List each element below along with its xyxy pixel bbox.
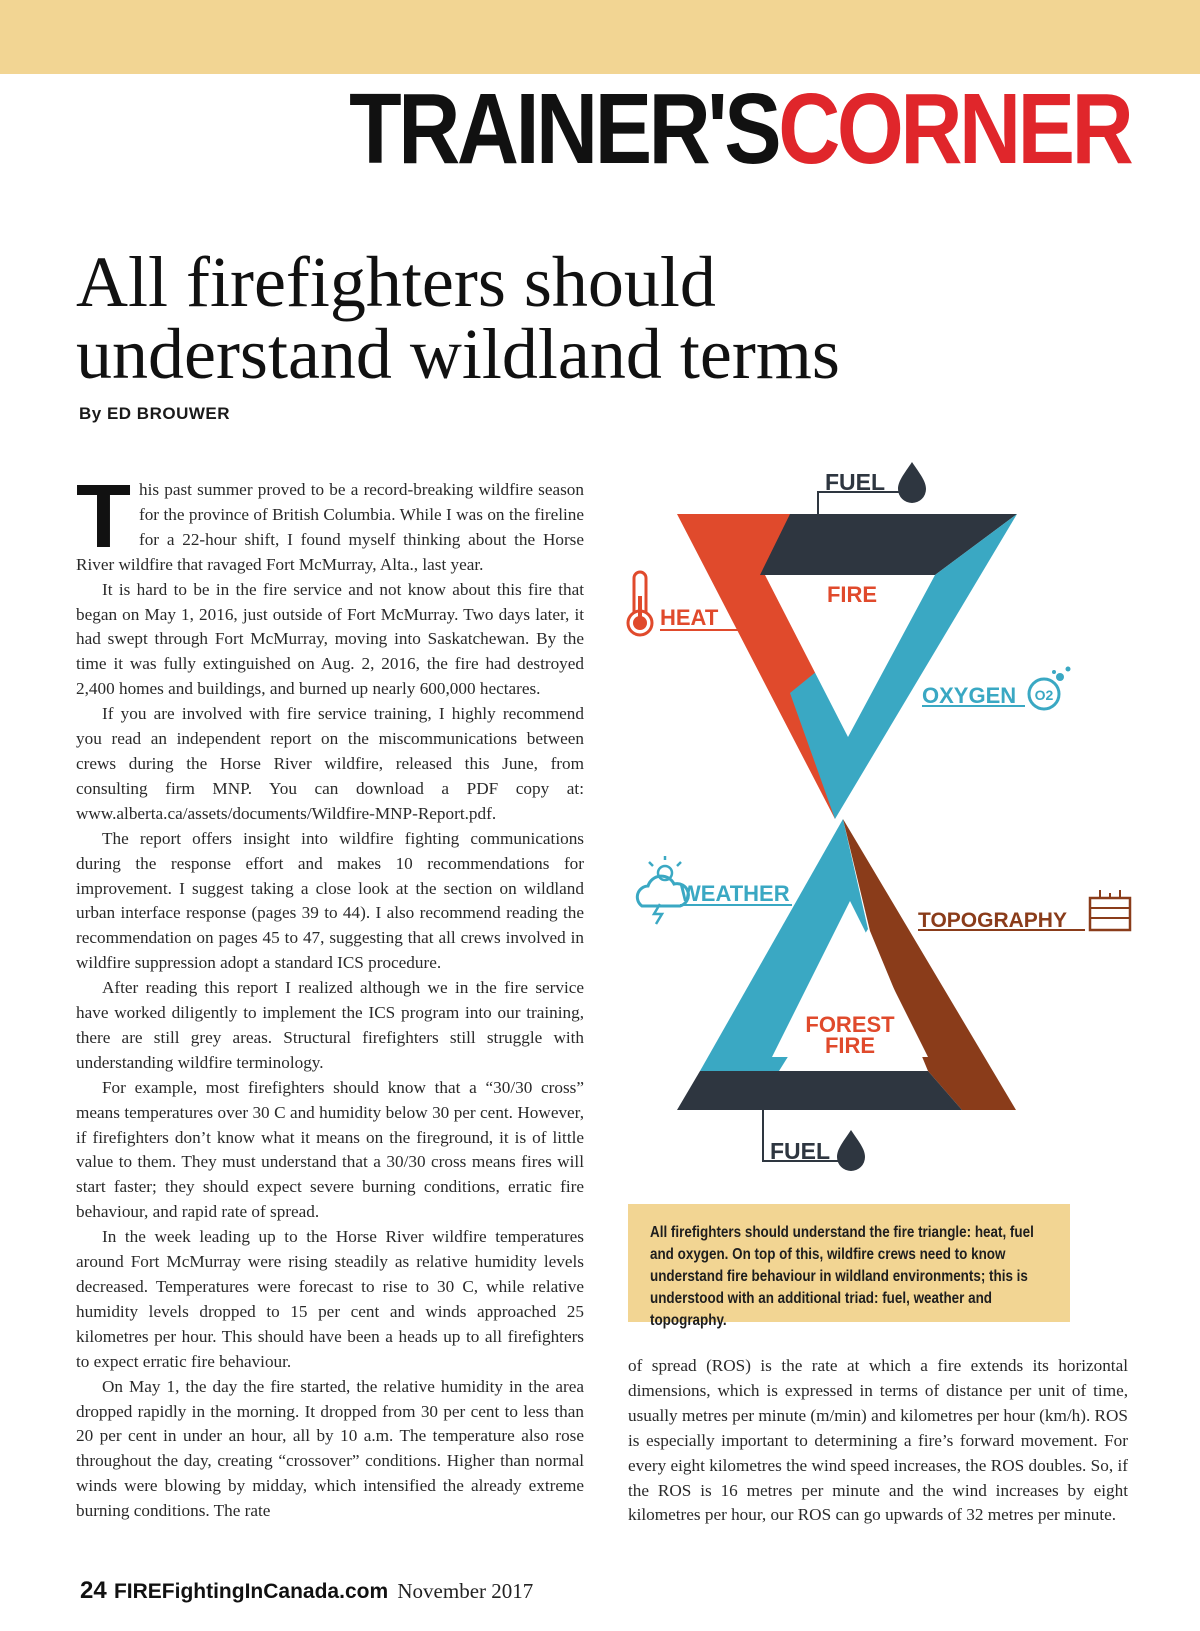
- weather-label: WEATHER: [680, 881, 790, 906]
- drop-cap: T: [76, 467, 131, 567]
- diagram-caption-box: [628, 1204, 1070, 1329]
- section-header: [348, 73, 1130, 185]
- article-column-right: [628, 1354, 1128, 1528]
- article-paragraph: It is hard to be in the fire service and not know about this fire that began on May 1, 2016, just outside of Fort McMurray. Two days later, it had swept through Fort McMurray, moving into Saskatchewan. By the time it was fully extinguished on Aug. 2, 2016, the fire had destroyed 2,400 homes and buildings, and burned up nearly 600,000 hectares.: [76, 579, 584, 699]
- section-header-part2: CORNER: [777, 73, 1130, 185]
- footer-site: FIREFightingInCanada.com: [113, 1580, 389, 1603]
- article-paragraph: For example, most firefighters should know that a “30/30 cross” means temperatures over 30 C and humidity below 30 per cent. However, if firefighters don’t know what it means on the fireground, it is of little value to them. They must understand that a 30/30 cross means fires will start faster; they should expect severe burning conditions, erratic fire behaviour, and rapid rate of spread.: [76, 1077, 584, 1222]
- top-color-band: [0, 0, 1200, 74]
- diagram-caption: All firefighters should understand the fire triangle: heat, fuel and oxygen. On top of this, wildfire crews need to know understand fire behaviour in wildland environments; this is understood with an additional triad: fuel, weather and topography.: [650, 1224, 1034, 1329]
- section-header-part1: TRAINER'S: [348, 73, 778, 185]
- fuel-top-label: FUEL: [825, 469, 886, 495]
- article-paragraph: The report offers insight into wildfire fighting communications during the response effort and makes 10 recommendations for improvement. I suggest taking a close look at the section on wildland urban interface response (pages 39 to 44). I also recommend reading the recommendation on pages 45 to 47, suggesting that all crews involved in wildfire suppression adopt a standard ICS procedure.: [76, 828, 584, 973]
- fire-label: FIRE: [826, 582, 878, 607]
- article-paragraph: After reading this report I realized although we in the fire service have worked diligently to implement the ICS program into our training, there are still grey areas. Structural firefighters still struggle with understanding wildfire terminology.: [76, 978, 584, 1072]
- topography-label: TOPOGRAPHY: [918, 909, 1067, 932]
- article-column-left: [76, 467, 584, 1524]
- thermometer-icon: [628, 572, 652, 635]
- footer-date: November 2017: [397, 1579, 534, 1603]
- forest-label: FOREST: [805, 1012, 895, 1037]
- drop-icon: [837, 1130, 865, 1171]
- article-paragraph: In the week leading up to the Horse River wildfire temperatures around Fort McMurray were rising steadily as relative humidity levels decreased. Temperatures were forecast to rise to 30 C, while relative humidity levels dropped to 15 per cent and winds approached 25 kilometres per hour. This should have been a heads up to all firefighters to expect erratic fire behaviour.: [76, 1227, 584, 1371]
- drop-icon: [898, 462, 926, 503]
- o2-icon: [1029, 667, 1071, 710]
- article-paragraph: This past summer proved to be a record-breaking wildfire season for the province of British Columbia. While I was on the fireline for a 22-hour shift, I found myself thinking about the Horse River wildfire that ravaged Fort McMurray, Alta., last year.: [76, 467, 584, 574]
- page-number: 24: [80, 1577, 107, 1604]
- terrain-icon: [1090, 890, 1130, 930]
- article-paragraph: If you are involved with fire service training, I highly recommend you read an independent report on the miscommunications between crews during the Horse River wildfire, released this June, from consulting firm MNP. You can download a PDF copy at: www.alberta.ca/assets/documents/Wildfire-MNP-Report.pdf.: [76, 704, 584, 823]
- oxygen-label: OXYGEN: [922, 683, 1017, 708]
- bottom-triangle-dark: [677, 1071, 962, 1110]
- svg-text:O2: O2: [1034, 687, 1054, 703]
- fuel-bottom-label: FUEL: [770, 1138, 831, 1164]
- fuel-top-leader: [818, 492, 905, 514]
- forest-fire-label: FIRE: [824, 1033, 876, 1058]
- fire-triangle-diagram: [620, 456, 1140, 1186]
- article-paragraph: of spread (ROS) is the rate at which a fire extends its horizontal dimensions, which is expressed in terms of distance per unit of time, usually metres per minute (m/min) and kilometres per hour (km/h). ROS is especially important to determining a fire’s forward movement. For every eight kilometres the wind speed increases, the ROS doubles. So, if the ROS is 16 metres per minute and the wind increases by eight kilometres per hour, our ROS can go upwards of 32 metres per minute.: [628, 1356, 1128, 1525]
- page-footer: [80, 1577, 533, 1605]
- byline: By ED BROUWER: [79, 404, 231, 423]
- article-paragraph: On May 1, the day the fire started, the relative humidity in the area dropped rapidly in the morning. It dropped from 30 per cent to less than 20 per cent in under an hour, all by 10 a.m. The temperature also rose throughout the day, creating “crossover” conditions. Higher than normal winds were blowing by midday, which intensified the already extreme burning conditions. The rate: [76, 1376, 584, 1521]
- article-headline: [76, 242, 1136, 394]
- heat-label: HEAT: [660, 605, 719, 630]
- headline-line-2: understand wildland terms: [76, 314, 840, 394]
- headline-line-1: All firefighters should: [76, 242, 716, 322]
